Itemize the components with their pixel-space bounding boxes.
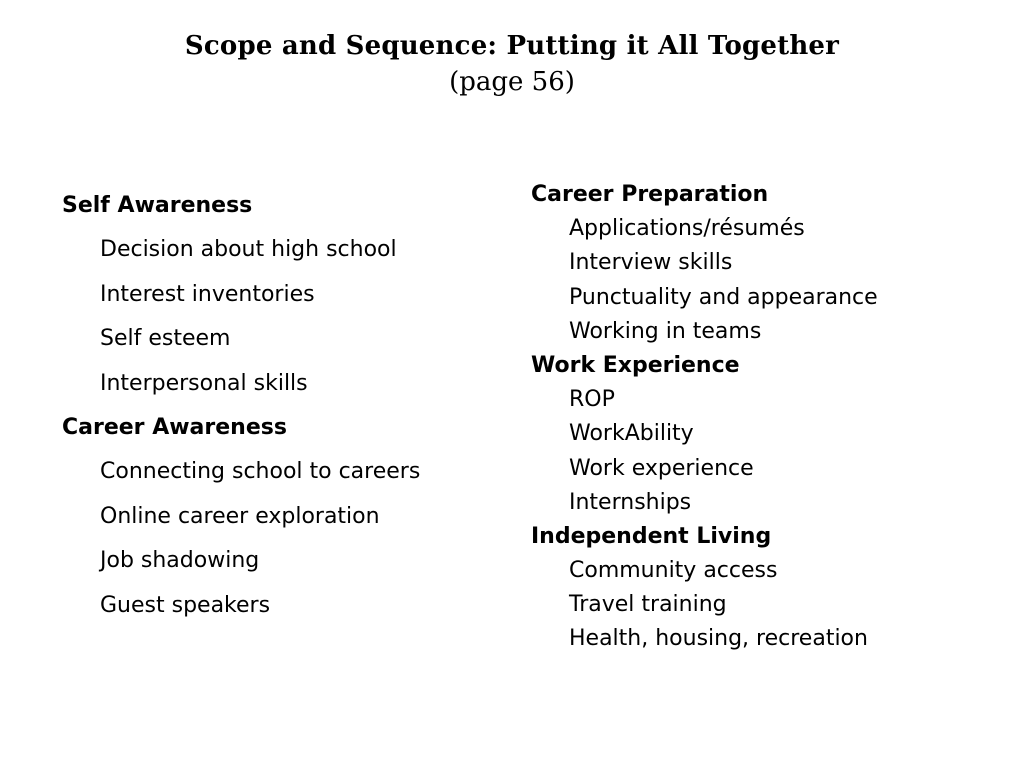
section-career-awareness: [62, 406, 420, 628]
section-work-experience: [531, 349, 878, 520]
list-item: Interest inventories: [100, 281, 315, 307]
list-item: Online career exploration: [100, 503, 380, 529]
section-heading: Career Preparation: [531, 182, 769, 207]
list-item: Travel training: [569, 592, 727, 618]
list-item: Punctuality and appearance: [569, 284, 878, 310]
section-career-preparation: [531, 178, 878, 349]
list-item: ROP: [569, 387, 615, 413]
title-block: [0, 28, 1024, 100]
right-column: [531, 178, 878, 657]
list-item: Interview skills: [569, 250, 733, 276]
page-title: Scope and Sequence: Putting it All Together: [184, 31, 840, 61]
section-self-awareness: [62, 184, 420, 406]
list-item: Work experience: [569, 455, 754, 481]
list-item: Applications/résumés: [569, 216, 805, 242]
list-item: Self esteem: [100, 326, 231, 352]
section-heading: Work Experience: [531, 352, 740, 378]
left-column: [62, 184, 420, 628]
list-item: WorkAbility: [569, 421, 694, 447]
section-heading: Independent Living: [531, 523, 772, 549]
list-item: Guest speakers: [100, 592, 271, 618]
section-independent-living: [531, 520, 878, 657]
section-heading: Self Awareness: [62, 193, 253, 218]
list-item: Community access: [569, 558, 778, 584]
list-item: Working in teams: [569, 318, 762, 344]
list-item: Interpersonal skills: [100, 370, 308, 396]
list-item: Health, housing, recreation: [569, 626, 868, 652]
page-subtitle: (page 56): [449, 67, 575, 97]
section-heading: Career Awareness: [62, 414, 287, 440]
list-item: Internships: [569, 489, 692, 515]
list-item: Job shadowing: [100, 548, 260, 574]
list-item: Decision about high school: [100, 237, 397, 263]
list-item: Connecting school to careers: [100, 459, 421, 485]
